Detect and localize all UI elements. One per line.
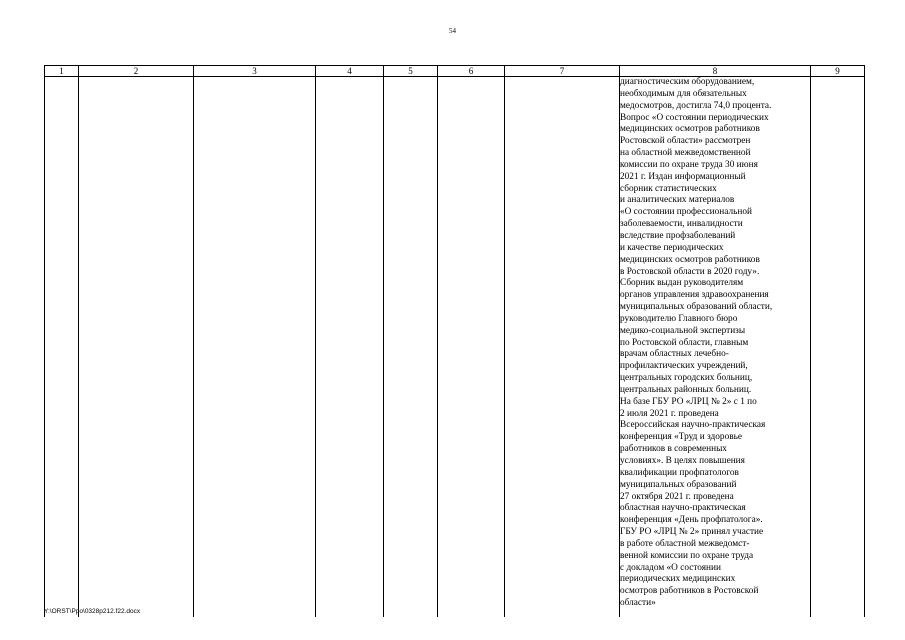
text-line: квалификации профпатологов <box>620 467 739 478</box>
text-line: руководителю Главного бюро <box>620 313 738 324</box>
column-header-5: 5 <box>384 66 438 77</box>
cell-col-8-text <box>620 77 811 618</box>
cell-col-7 <box>505 77 620 618</box>
text-line: медицинских осмотров работников <box>620 254 760 265</box>
text-line: На базе ГБУ РО «ЛРЦ № 2» с 1 по <box>620 396 757 407</box>
text-line: конференция «День профпатолога». <box>620 515 763 526</box>
text-line: профилактических учреждений, <box>620 361 748 372</box>
text-line: заболеваемости, инвалидности <box>620 219 743 230</box>
text-line: и качестве периодических <box>620 242 724 253</box>
text-line: Всероссийская научно-практическая <box>620 420 766 431</box>
text-line: центральных районных больниц. <box>620 384 752 395</box>
text-line: диагностическим оборудованием, <box>620 77 755 87</box>
text-line: конференция «Труд и здоровье <box>620 432 742 443</box>
text-line: ГБУ РО «ЛРЦ № 2» принял участие <box>620 527 764 538</box>
text-line: медицинских осмотров работников <box>620 124 760 135</box>
column-header-9: 9 <box>811 66 865 77</box>
text-line: органов управления здравоохранения <box>620 290 769 301</box>
cell-col-9 <box>811 77 865 618</box>
text-line: 2021 г. Издан информационный <box>620 171 746 182</box>
text-line: и аналитических материалов <box>620 195 735 206</box>
text-line: медико-социальной экспертизы <box>620 325 746 336</box>
footer-file-path: Y:\ORST\Ppo\0328p212.f22.docx <box>44 608 141 615</box>
column-header-8: 8 <box>620 66 811 77</box>
cell-col-5 <box>384 77 438 618</box>
text-line: условиях». В целях повышения <box>620 456 745 466</box>
text-line: комиссии по охране труда 30 июня <box>620 159 758 170</box>
cell-col-2 <box>79 77 194 618</box>
column-header-3: 3 <box>194 66 316 77</box>
cell-col-3 <box>194 77 316 618</box>
column-header-7: 7 <box>505 66 620 77</box>
text-line: медосмотров, достигла 74,0 процента. <box>620 100 772 111</box>
text-line: муниципальных образований <box>620 479 737 490</box>
text-line: сборник статистических <box>620 183 717 194</box>
text-line: работников в современных <box>620 444 727 455</box>
text-line: врачам областных лечебно- <box>620 349 729 360</box>
text-line: венной комиссии по охране труда <box>620 550 754 561</box>
text-line: вследствие профзаболеваний <box>620 230 736 241</box>
text-line: по Ростовской области, главным <box>620 337 749 348</box>
text-line: в Ростовской области в 2020 году». <box>620 266 760 277</box>
cell-col-1 <box>45 77 79 618</box>
text-line: необходимым для обязательных <box>620 88 747 99</box>
text-line: «О состоянии профессиональной <box>620 207 752 218</box>
header-row <box>45 66 865 77</box>
cell-col-6 <box>438 77 505 618</box>
text-line: муниципальных образований области, <box>620 302 773 313</box>
text-line: Ростовской области» рассмотрен <box>620 136 751 147</box>
column-header-4: 4 <box>316 66 384 77</box>
report-table <box>44 65 865 617</box>
text-line: 2 июля 2021 г. проведена <box>620 408 719 419</box>
text-line: осмотров работников в Ростовской <box>620 586 759 597</box>
table-row <box>45 77 865 618</box>
text-line: Вопрос «О состоянии периодических <box>620 112 769 123</box>
text-line: областная научно-практическая <box>620 503 746 514</box>
text-line: на областной межведомственной <box>620 148 751 159</box>
text-line: в работе областной межведомст- <box>620 538 750 549</box>
column-header-1: 1 <box>45 66 79 77</box>
column-header-6: 6 <box>438 66 505 77</box>
page-number: 54 <box>449 27 456 35</box>
cell-col-4 <box>316 77 384 618</box>
column-header-2: 2 <box>79 66 194 77</box>
text-line: Сборник выдан руководителям <box>620 278 744 289</box>
text-line: с докладом «О состоянии <box>620 562 721 573</box>
text-line: 27 октября 2021 г. проведена <box>620 491 734 502</box>
text-line: периодических медицинских <box>620 574 736 585</box>
text-line: центральных городских больниц, <box>620 373 753 384</box>
text-line: области» <box>620 598 656 609</box>
